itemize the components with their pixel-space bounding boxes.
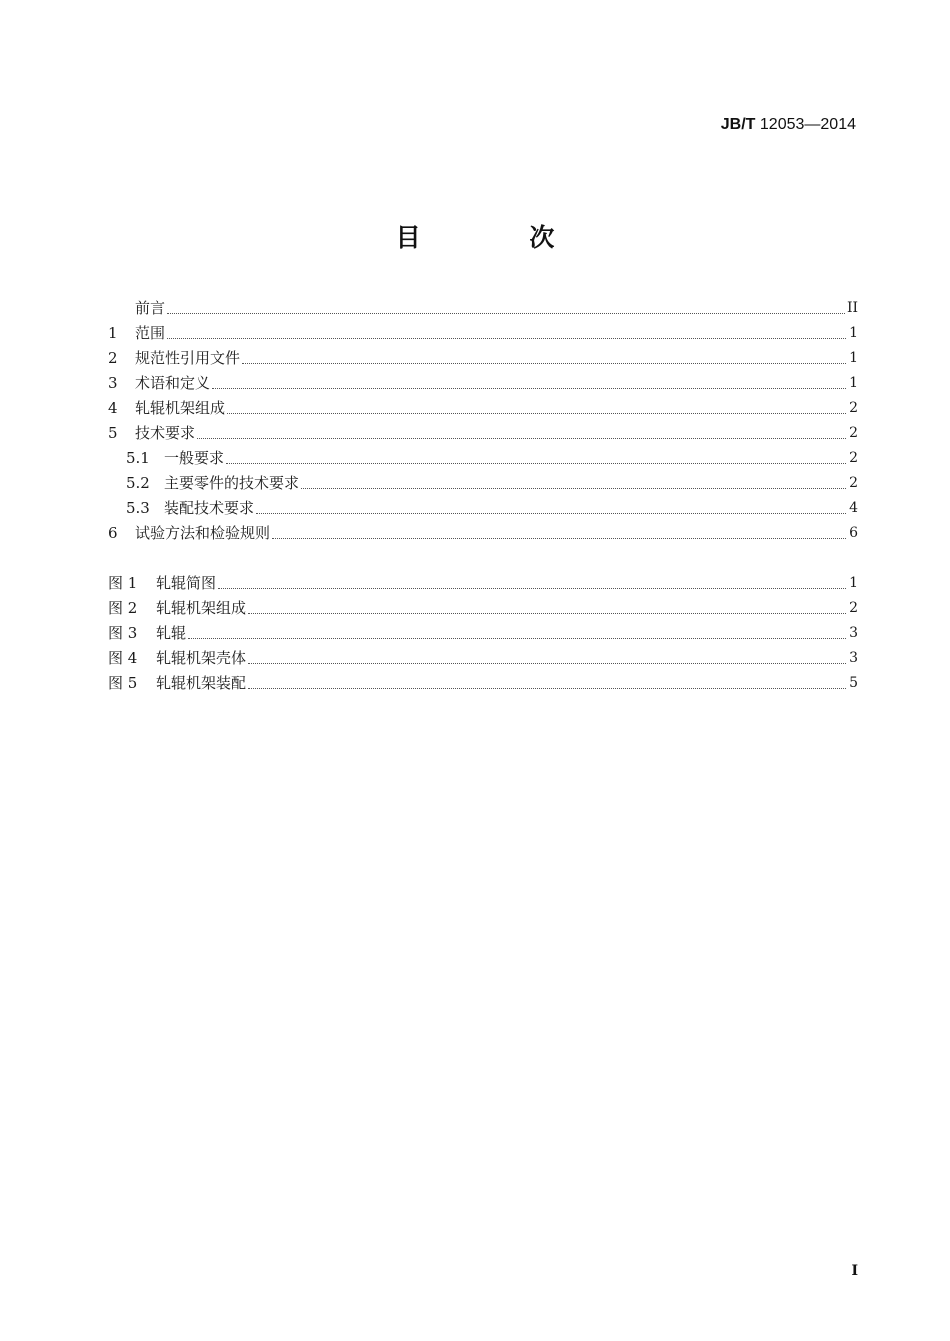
page-number: I	[851, 1263, 858, 1279]
dot-leader	[218, 588, 846, 589]
entry-number: 6	[108, 524, 118, 542]
dot-leader	[167, 338, 846, 339]
entry-label: 轧辊机架组成	[156, 599, 247, 617]
figure-entry[interactable]	[108, 596, 858, 621]
dot-leader	[188, 638, 846, 639]
entry-label: 主要零件的技术要求	[164, 474, 300, 492]
toc-entry[interactable]	[108, 471, 858, 496]
entry-page: 1	[849, 325, 858, 341]
figure-list	[108, 571, 858, 696]
dot-leader	[248, 613, 846, 614]
entry-label: 装配技术要求	[164, 499, 255, 517]
entry-number: 图 2	[108, 599, 138, 617]
entry-number: 5.3	[126, 499, 150, 517]
toc-entry[interactable]	[108, 296, 858, 321]
entry-number: 5.1	[126, 449, 150, 467]
entry-number: 5.2	[126, 474, 150, 492]
dot-leader	[248, 663, 846, 664]
entry-page: II	[846, 300, 858, 316]
page-title: 目 次	[395, 223, 605, 252]
entry-number: 2	[108, 349, 118, 367]
entry-page: 5	[849, 675, 858, 691]
entry-page: 1	[849, 350, 858, 366]
entry-number: 1	[108, 324, 118, 342]
entry-label: 轧辊简图	[156, 574, 217, 592]
entry-page: 1	[849, 375, 858, 391]
dot-leader	[212, 388, 846, 389]
entry-page: 3	[849, 650, 858, 666]
entry-label: 轧辊机架壳体	[156, 649, 247, 667]
entry-label: 试验方法和检验规则	[135, 524, 271, 542]
toc-entry[interactable]	[108, 446, 858, 471]
entry-number: 4	[108, 399, 118, 417]
entry-number: 5	[108, 424, 118, 442]
figure-entry[interactable]	[108, 671, 858, 696]
figure-entry[interactable]	[108, 646, 858, 671]
toc-entry[interactable]	[108, 521, 858, 546]
dot-leader	[301, 488, 846, 489]
entry-number: 图 5	[108, 674, 138, 692]
entry-page: 6	[849, 525, 858, 541]
standard-code-number: 12053—2014	[759, 116, 856, 133]
dot-leader	[226, 463, 846, 464]
entry-page: 2	[849, 475, 858, 491]
entry-label: 轧辊	[156, 624, 187, 642]
toc-entry[interactable]	[108, 496, 858, 521]
dot-leader	[227, 413, 846, 414]
entry-number: 图 4	[108, 649, 138, 667]
entry-number: 3	[108, 374, 118, 392]
toc-entry[interactable]	[108, 371, 858, 396]
entry-page: 2	[849, 400, 858, 416]
toc-entry[interactable]	[108, 421, 858, 446]
standard-code-prefix: JB/T	[720, 116, 756, 133]
toc-entry[interactable]	[108, 396, 858, 421]
figure-entry[interactable]	[108, 621, 858, 646]
entry-page: 4	[849, 500, 858, 516]
entry-label: 术语和定义	[135, 374, 211, 392]
entry-page: 2	[849, 450, 858, 466]
standard-code	[721, 116, 856, 134]
entry-label: 轧辊机架装配	[156, 674, 247, 692]
toc-entry[interactable]	[108, 321, 858, 346]
entry-label: 范围	[135, 324, 166, 342]
toc-entries	[108, 296, 858, 546]
dot-leader	[256, 513, 846, 514]
entry-page: 3	[849, 625, 858, 641]
dot-leader	[248, 688, 846, 689]
entry-number: 图 3	[108, 624, 138, 642]
entry-label: 前言	[135, 299, 166, 317]
entry-page: 2	[849, 600, 858, 616]
entry-page: 2	[849, 425, 858, 441]
entry-number: 图 1	[108, 574, 138, 592]
entry-label: 技术要求	[135, 424, 196, 442]
dot-leader	[197, 438, 846, 439]
table-of-contents	[108, 296, 858, 696]
entry-label: 轧辊机架组成	[135, 399, 226, 417]
dot-leader	[167, 313, 845, 314]
entry-label: 规范性引用文件	[135, 349, 241, 367]
figure-entry[interactable]	[108, 571, 858, 596]
dot-leader	[272, 538, 846, 539]
dot-leader	[242, 363, 846, 364]
toc-entry[interactable]	[108, 346, 858, 371]
entry-label: 一般要求	[164, 449, 225, 467]
entry-page: 1	[849, 575, 858, 591]
